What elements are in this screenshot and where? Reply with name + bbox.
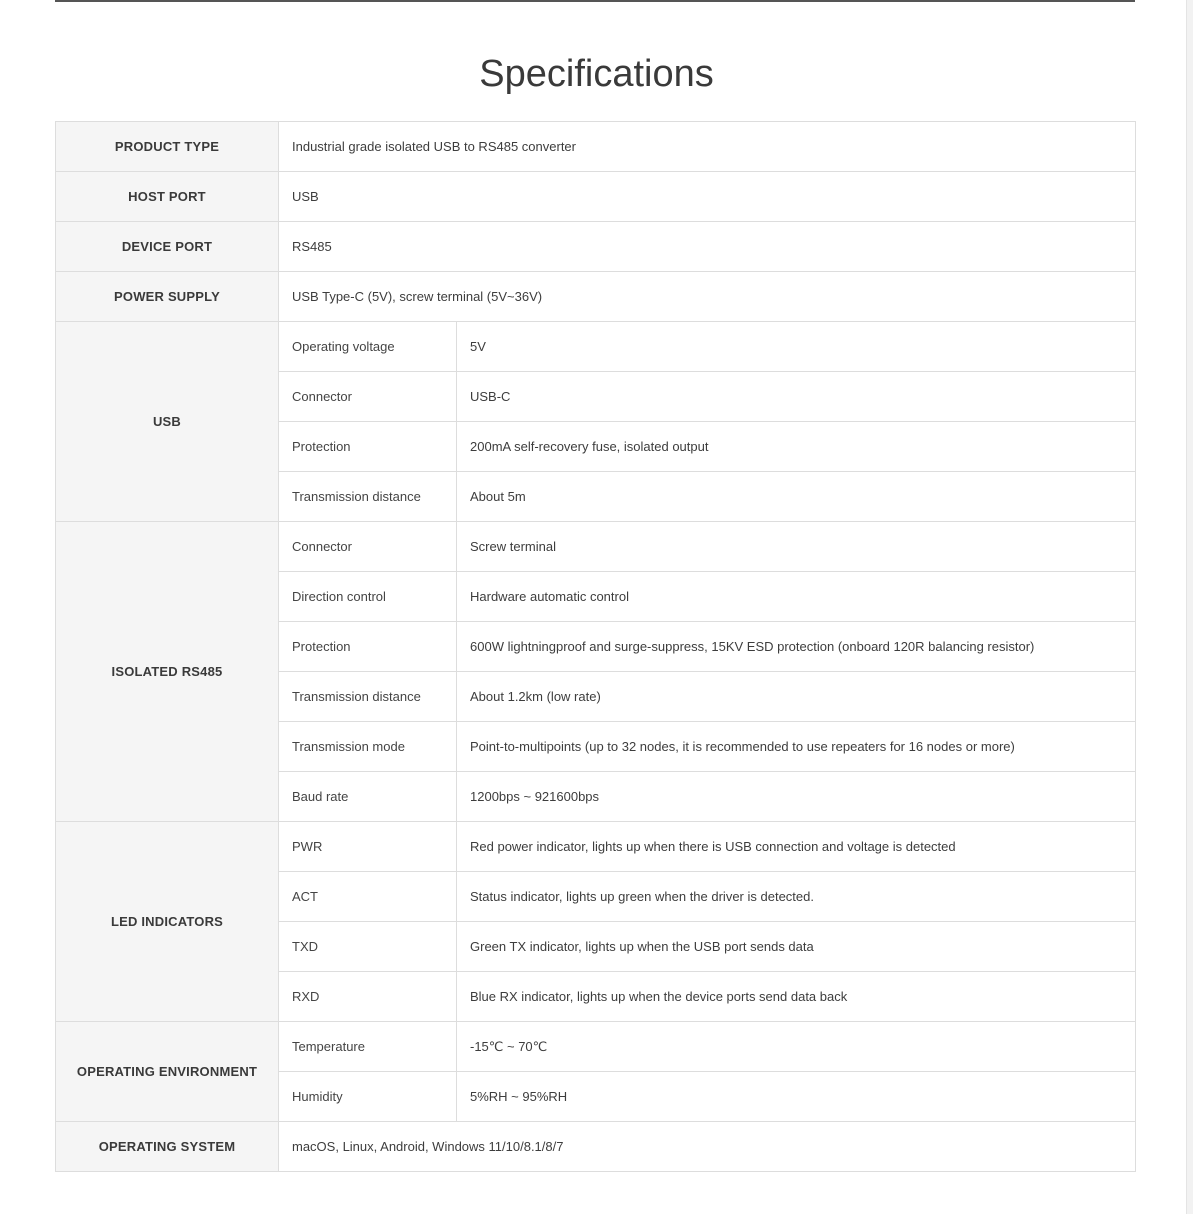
row-value: -15℃ ~ 70℃ [457, 1022, 1136, 1072]
row-value: Industrial grade isolated USB to RS485 converter [279, 122, 1136, 172]
table-row [56, 172, 1136, 222]
row-value: Red power indicator, lights up when there is USB connection and voltage is detected [457, 822, 1136, 872]
row-sublabel: Humidity [279, 1072, 457, 1122]
row-sublabel: PWR [279, 822, 457, 872]
row-value: 600W lightningproof and surge-suppress, 15KV ESD protection (onboard 120R balancing resistor) [457, 622, 1136, 672]
table-row [56, 322, 1136, 372]
row-category: DEVICE PORT [56, 222, 279, 272]
row-value: USB-C [457, 372, 1136, 422]
row-sublabel: Temperature [279, 1022, 457, 1072]
row-sublabel: RXD [279, 972, 457, 1022]
row-value: Blue RX indicator, lights up when the device ports send data back [457, 972, 1136, 1022]
table-row [56, 522, 1136, 572]
row-category: OPERATING SYSTEM [56, 1122, 279, 1172]
row-value: Hardware automatic control [457, 572, 1136, 622]
row-category: PRODUCT TYPE [56, 122, 279, 172]
row-sublabel: Transmission mode [279, 722, 457, 772]
row-value: Screw terminal [457, 522, 1136, 572]
row-value: USB [279, 172, 1136, 222]
row-value: 5%RH ~ 95%RH [457, 1072, 1136, 1122]
row-sublabel: Connector [279, 372, 457, 422]
row-category: LED INDICATORS [56, 822, 279, 1022]
table-row [56, 222, 1136, 272]
row-value: About 1.2km (low rate) [457, 672, 1136, 722]
row-category: OPERATING ENVIRONMENT [56, 1022, 279, 1122]
page-title: Specifications [479, 53, 714, 95]
row-sublabel: Protection [279, 622, 457, 672]
row-value: Point-to-multipoints (up to 32 nodes, it is recommended to use repeaters for 16 nodes or more) [457, 722, 1136, 772]
row-value: Green TX indicator, lights up when the USB port sends data [457, 922, 1136, 972]
top-divider [55, 0, 1135, 2]
row-value: 200mA self-recovery fuse, isolated output [457, 422, 1136, 472]
table-row [56, 1122, 1136, 1172]
scrollbar[interactable] [1186, 0, 1193, 1214]
row-value: Status indicator, lights up green when the driver is detected. [457, 872, 1136, 922]
row-category: POWER SUPPLY [56, 272, 279, 322]
row-value: 5V [457, 322, 1136, 372]
row-sublabel: Connector [279, 522, 457, 572]
row-value: About 5m [457, 472, 1136, 522]
specifications-table [55, 121, 1136, 1172]
row-category: ISOLATED RS485 [56, 522, 279, 822]
row-value: macOS, Linux, Android, Windows 11/10/8.1/8/7 [279, 1122, 1136, 1172]
row-sublabel: Direction control [279, 572, 457, 622]
table-row [56, 822, 1136, 872]
row-sublabel: Operating voltage [279, 322, 457, 372]
table-row [56, 122, 1136, 172]
table-row [56, 1022, 1136, 1072]
row-sublabel: Transmission distance [279, 472, 457, 522]
row-value: RS485 [279, 222, 1136, 272]
row-value: USB Type-C (5V), screw terminal (5V~36V) [279, 272, 1136, 322]
row-sublabel: TXD [279, 922, 457, 972]
row-sublabel: Transmission distance [279, 672, 457, 722]
row-sublabel: ACT [279, 872, 457, 922]
row-sublabel: Baud rate [279, 772, 457, 822]
row-value: 1200bps ~ 921600bps [457, 772, 1136, 822]
row-sublabel: Protection [279, 422, 457, 472]
row-category: HOST PORT [56, 172, 279, 222]
table-row [56, 272, 1136, 322]
row-category: USB [56, 322, 279, 522]
